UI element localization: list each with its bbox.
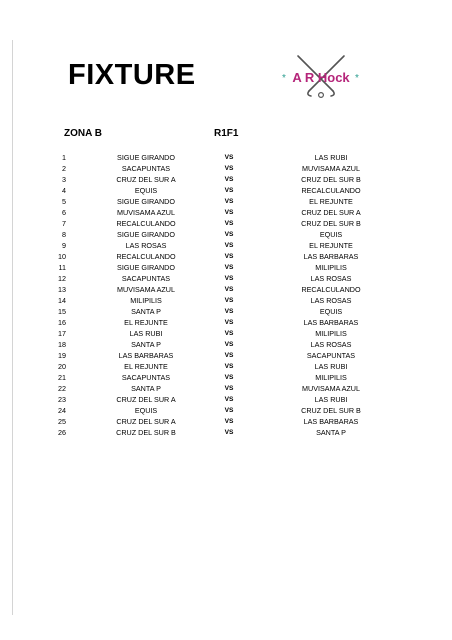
home-team: SACAPUNTAS xyxy=(121,164,171,173)
home-team: RECALCULANDO xyxy=(116,219,176,228)
fixture-row xyxy=(0,240,452,251)
away-team: CRUZ DEL SUR B xyxy=(301,219,361,228)
fixture-row xyxy=(0,163,452,174)
home-team: CRUZ DEL SUR A xyxy=(116,175,176,184)
match-number: 19 xyxy=(58,351,66,360)
match-number: 5 xyxy=(62,197,66,206)
versus-label: VS xyxy=(224,176,234,183)
page-title: FIXTURE xyxy=(68,59,196,91)
match-number: 1 xyxy=(62,153,66,162)
ball-icon xyxy=(319,93,324,98)
fixture-row xyxy=(0,185,452,196)
versus-label: VS xyxy=(224,220,234,227)
home-team: LAS BARBARAS xyxy=(118,351,174,360)
match-number: 11 xyxy=(58,263,66,272)
match-number: 9 xyxy=(62,241,66,250)
fixture-row xyxy=(0,394,452,405)
match-number: 26 xyxy=(58,428,66,437)
logo-star-right: * xyxy=(355,73,359,84)
away-team: CRUZ DEL SUR B xyxy=(301,175,361,184)
fixture-row xyxy=(0,317,452,328)
versus-label: VS xyxy=(224,352,234,359)
away-team: LAS RUBI xyxy=(314,153,348,162)
match-number: 4 xyxy=(62,186,66,195)
fixture-row xyxy=(0,405,452,416)
match-number: 21 xyxy=(58,373,66,382)
home-team: SIGUE GIRANDO xyxy=(117,230,175,239)
fixture-row xyxy=(0,152,452,163)
versus-label: VS xyxy=(224,198,234,205)
match-number: 14 xyxy=(58,296,66,305)
versus-label: VS xyxy=(224,363,234,370)
versus-label: VS xyxy=(224,385,234,392)
fixture-row xyxy=(0,295,452,306)
versus-label: VS xyxy=(224,407,234,414)
home-team: EQUIS xyxy=(134,186,158,195)
home-team: LAS ROSAS xyxy=(125,241,167,250)
fixture-row xyxy=(0,251,452,262)
fixture-row xyxy=(0,339,452,350)
versus-label: VS xyxy=(224,374,234,381)
home-team: RECALCULANDO xyxy=(116,252,176,261)
fixture-row xyxy=(0,273,452,284)
versus-label: VS xyxy=(224,253,234,260)
match-number: 17 xyxy=(58,329,66,338)
zone-label: ZONA B xyxy=(64,128,102,139)
away-team: EQUIS xyxy=(319,230,343,239)
home-team: SIGUE GIRANDO xyxy=(117,153,175,162)
match-number: 18 xyxy=(58,340,66,349)
fixture-row xyxy=(0,229,452,240)
home-team: SANTA P xyxy=(131,340,161,349)
match-number: 6 xyxy=(62,208,66,217)
versus-label: VS xyxy=(224,264,234,271)
home-team: EL REJUNTE xyxy=(124,362,168,371)
home-team: MILIPILIS xyxy=(130,296,162,305)
away-team: EL REJUNTE xyxy=(309,241,353,250)
away-team: MILIPILIS xyxy=(315,373,347,382)
fixture-row xyxy=(0,174,452,185)
versus-label: VS xyxy=(224,275,234,282)
away-team: MUVISAMA AZUL xyxy=(302,384,360,393)
match-number: 10 xyxy=(58,252,66,261)
away-team: MUVISAMA AZUL xyxy=(302,164,360,173)
versus-label: VS xyxy=(224,231,234,238)
versus-label: VS xyxy=(224,396,234,403)
match-number: 24 xyxy=(58,406,66,415)
away-team: CRUZ DEL SUR A xyxy=(301,208,361,217)
away-team: LAS BARBARAS xyxy=(303,318,359,327)
match-number: 22 xyxy=(58,384,66,393)
fixture-row xyxy=(0,262,452,273)
round-label: R1F1 xyxy=(214,128,239,139)
home-team: CRUZ DEL SUR B xyxy=(116,428,176,437)
away-team: LAS BARBARAS xyxy=(303,417,359,426)
fixture-row xyxy=(0,306,452,317)
match-number: 16 xyxy=(58,318,66,327)
match-number: 3 xyxy=(62,175,66,184)
fixture-row xyxy=(0,218,452,229)
logo-text: A R Hock xyxy=(292,70,350,85)
fixture-row xyxy=(0,383,452,394)
versus-label: VS xyxy=(224,209,234,216)
fixture-row xyxy=(0,284,452,295)
away-team: LAS ROSAS xyxy=(310,340,352,349)
away-team: CRUZ DEL SUR B xyxy=(301,406,361,415)
away-team: LAS RUBI xyxy=(314,362,348,371)
home-team: LAS RUBI xyxy=(129,329,163,338)
away-team: LAS BARBARAS xyxy=(303,252,359,261)
away-team: RECALCULANDO xyxy=(301,186,361,195)
match-number: 23 xyxy=(58,395,66,404)
away-team: LAS ROSAS xyxy=(310,274,352,283)
fixture-row xyxy=(0,427,452,438)
home-team: CRUZ DEL SUR A xyxy=(116,417,176,426)
fixture-table xyxy=(0,152,452,438)
home-team: EQUIS xyxy=(134,406,158,415)
fixture-row xyxy=(0,361,452,372)
home-team: SACAPUNTAS xyxy=(121,274,171,283)
fixture-row xyxy=(0,207,452,218)
versus-label: VS xyxy=(224,154,234,161)
away-team: MILIPILIS xyxy=(315,263,347,272)
match-number: 2 xyxy=(62,164,66,173)
versus-label: VS xyxy=(224,418,234,425)
fixture-row xyxy=(0,196,452,207)
away-team: MILIPILIS xyxy=(315,329,347,338)
versus-label: VS xyxy=(224,187,234,194)
home-team: SANTA P xyxy=(131,384,161,393)
away-team: LAS ROSAS xyxy=(310,296,352,305)
versus-label: VS xyxy=(224,319,234,326)
versus-label: VS xyxy=(224,165,234,172)
versus-label: VS xyxy=(224,429,234,436)
away-team: RECALCULANDO xyxy=(301,285,361,294)
match-number: 12 xyxy=(58,274,66,283)
home-team: SACAPUNTAS xyxy=(121,373,171,382)
home-team: CRUZ DEL SUR A xyxy=(116,395,176,404)
match-number: 8 xyxy=(62,230,66,239)
home-team: SIGUE GIRANDO xyxy=(117,263,175,272)
home-team: EL REJUNTE xyxy=(124,318,168,327)
home-team: MUVISAMA AZUL xyxy=(117,208,175,217)
versus-label: VS xyxy=(224,297,234,304)
match-number: 25 xyxy=(58,417,66,426)
away-team: EL REJUNTE xyxy=(309,197,353,206)
away-team: SANTA P xyxy=(316,428,346,437)
match-number: 13 xyxy=(58,285,66,294)
away-team: SACAPUNTAS xyxy=(306,351,356,360)
versus-label: VS xyxy=(224,341,234,348)
versus-label: VS xyxy=(224,286,234,293)
home-team: SIGUE GIRANDO xyxy=(117,197,175,206)
versus-label: VS xyxy=(224,308,234,315)
logo-star-left: * xyxy=(282,73,286,84)
match-number: 20 xyxy=(58,362,66,371)
fixture-row xyxy=(0,416,452,427)
match-number: 15 xyxy=(58,307,66,316)
fixture-row xyxy=(0,328,452,339)
fixture-row xyxy=(0,372,452,383)
versus-label: VS xyxy=(224,330,234,337)
fixture-row xyxy=(0,350,452,361)
away-team: EQUIS xyxy=(319,307,343,316)
away-team: LAS RUBI xyxy=(314,395,348,404)
home-team: MUVISAMA AZUL xyxy=(117,285,175,294)
ar-hock-logo xyxy=(276,48,366,106)
match-number: 7 xyxy=(62,219,66,228)
home-team: SANTA P xyxy=(131,307,161,316)
versus-label: VS xyxy=(224,242,234,249)
